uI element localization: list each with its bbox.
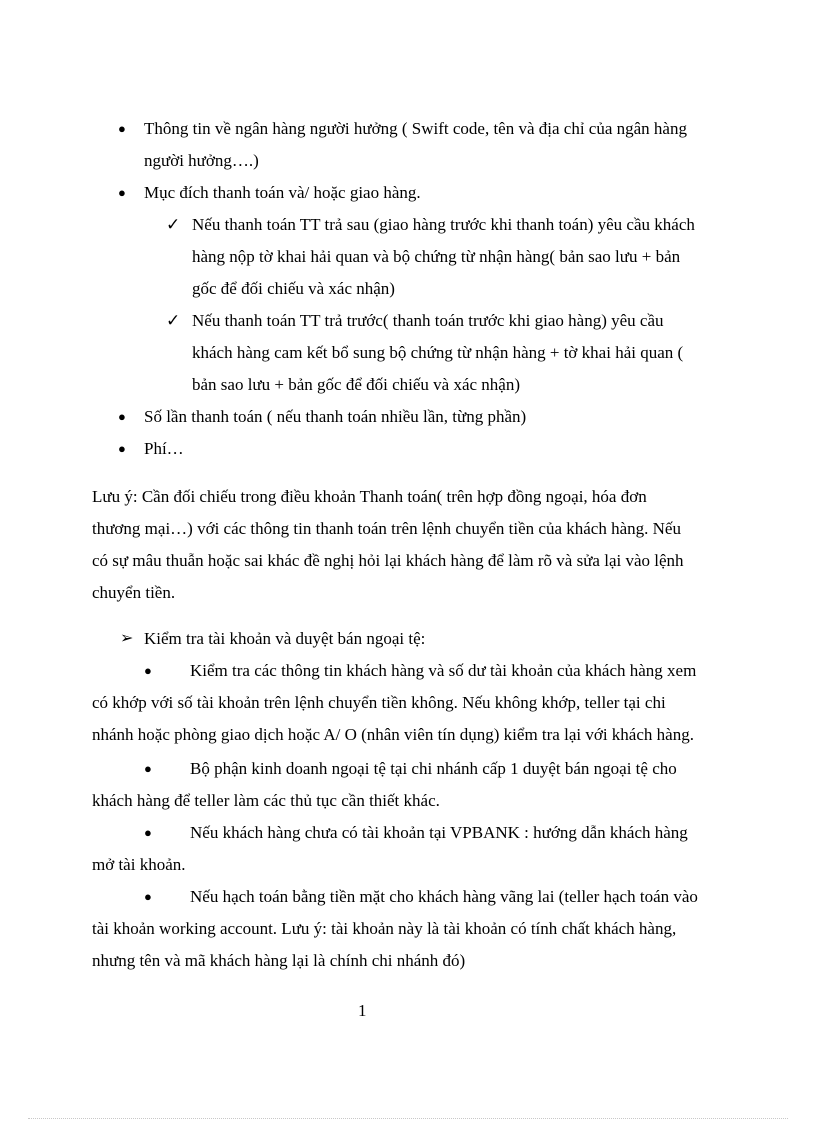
section-item-line: Kiểm tra các thông tin khách hàng và số dư tài khoản của khách hàng xem (190, 661, 697, 680)
bullet-dot-icon: ● (144, 761, 152, 776)
bullet-line: Mục đích thanh toán và/ hoặc giao hàng. (144, 183, 421, 202)
note-line: chuyển tiền. (92, 583, 176, 602)
section-item-line: Nếu hạch toán bằng tiền mặt cho khách hàng vãng lai (teller hạch toán vào (190, 887, 698, 906)
section-item-line: mở tài khoản. (92, 855, 186, 874)
note-line: có sự mâu thuẫn hoặc sai khác đề nghị hỏi lại khách hàng để làm rõ và sửa lại vào lệnh (92, 551, 684, 570)
section-heading: Kiểm tra tài khoản và duyệt bán ngoại tệ: (144, 629, 426, 648)
note-line: Lưu ý: Cần đối chiếu trong điều khoản Thanh toán( trên hợp đồng ngoại, hóa đơn (92, 487, 647, 506)
section-item-line: nhưng tên và mã khách hàng lại là chính chi nhánh đó) (92, 951, 466, 970)
note-line: thương mại…) với các thông tin thanh toán trên lệnh chuyển tiền của khách hàng. Nếu (92, 519, 681, 538)
check-mark-icon: ✓ (166, 311, 181, 330)
bullet-dot-icon: ● (118, 121, 126, 136)
section-item-line: nhánh hoặc phòng giao dịch hoặc A/ O (nhân viên tín dụng) kiểm tra lại với khách hàng. (92, 725, 694, 744)
check-item-line: Nếu thanh toán TT trả sau (giao hàng trước khi thanh toán) yêu cầu khách (192, 215, 695, 234)
bullet-line: Phí… (144, 439, 184, 458)
bullet-dot-icon: ● (144, 825, 152, 840)
check-item-line: Nếu thanh toán TT trả trước( thanh toán trước khi giao hàng) yêu cầu (192, 311, 664, 330)
section-item-line: Nếu khách hàng chưa có tài khoản tại VPBANK : hướng dẫn khách hàng (190, 823, 688, 842)
bullet-line: Số lần thanh toán ( nếu thanh toán nhiều lần, từng phần) (144, 407, 527, 426)
check-item-line: hàng nộp tờ khai hải quan và bộ chứng từ nhận hàng( bản sao lưu + bản (192, 247, 681, 266)
section-item-line: tài khoản working account. Lưu ý: tài khoản này là tài khoản có tính chất khách hàng, (92, 919, 677, 938)
section-item-line: có khớp với số tài khoản trên lệnh chuyển tiền không. Nếu không khớp, teller tại chi (92, 693, 666, 712)
check-mark-icon: ✓ (166, 215, 181, 234)
page-bottom-divider (28, 1118, 788, 1119)
bullet-dot-icon: ● (144, 889, 152, 904)
check-item-line: khách hàng cam kết bổ sung bộ chứng từ nhận hàng + tờ khai hải quan ( (192, 343, 684, 362)
section-item-line: khách hàng để teller làm các thủ tục cần thiết khác. (92, 791, 440, 810)
bullet-line: Thông tin về ngân hàng người hưởng ( Swift code, tên và địa chỉ của ngân hàng (144, 119, 687, 138)
section-item-line: Bộ phận kinh doanh ngoại tệ tại chi nhánh cấp 1 duyệt bán ngoại tệ cho (190, 759, 677, 778)
page-number: 1 (358, 1001, 367, 1020)
bullet-dot-icon: ● (144, 663, 152, 678)
bullet-line: người hưởng….) (144, 151, 259, 170)
bullet-dot-icon: ● (118, 409, 126, 424)
check-item-line: bản sao lưu + bản gốc để đối chiếu và xác nhận) (192, 375, 520, 394)
check-item-line: gốc để đối chiếu và xác nhận) (192, 279, 395, 298)
arrow-bullet-icon: ➢ (120, 630, 134, 647)
bullet-dot-icon: ● (118, 441, 126, 456)
bullet-dot-icon: ● (118, 185, 126, 200)
